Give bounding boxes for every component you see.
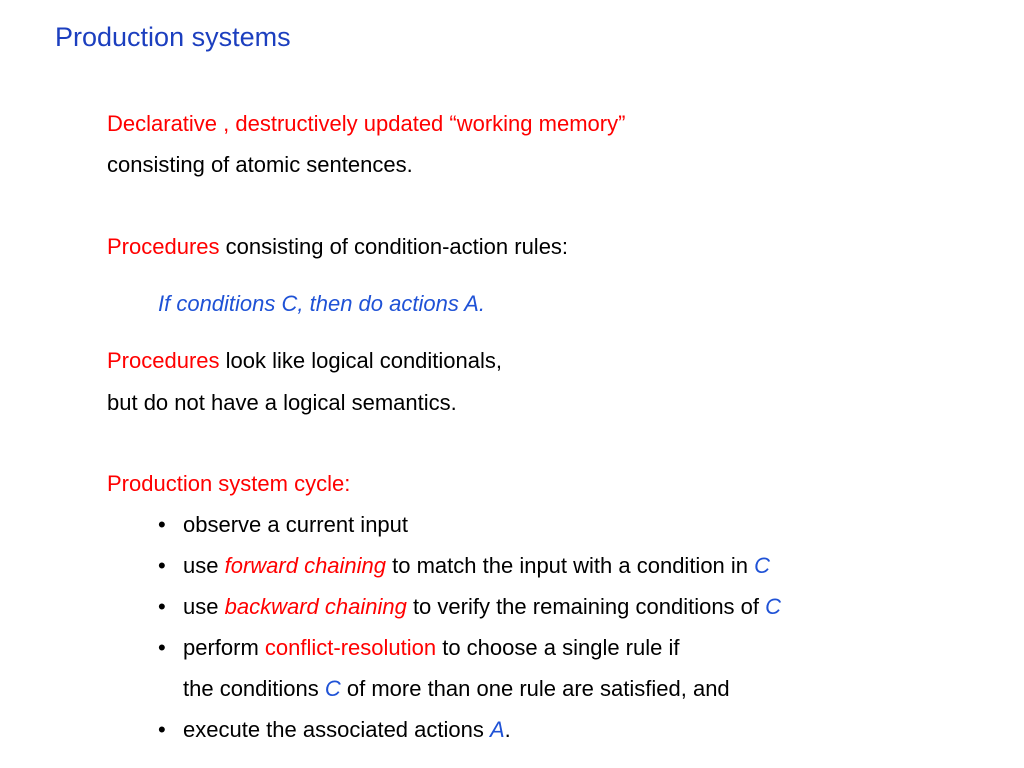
procedures-term: Procedures: [107, 234, 220, 259]
bullet-2-prefix: use: [183, 553, 225, 578]
bullet-4-cont-suffix: of more than one rule are satisfied, and: [340, 676, 730, 701]
slide-title: Production systems: [55, 22, 291, 52]
bullet-marker: •: [158, 594, 166, 619]
forward-chaining-term: forward chaining: [224, 553, 387, 578]
variable-c: C: [754, 553, 771, 578]
bullet-5-prefix: execute the associated actions: [183, 717, 490, 742]
cycle-heading: Production system cycle:: [107, 471, 351, 496]
conditionals-term: Procedures: [107, 348, 220, 373]
variable-a: A: [489, 717, 505, 742]
bullet-marker: •: [158, 512, 166, 537]
conditionals-rest: look like logical conditionals,: [219, 348, 503, 373]
rule-example: If conditions C, then do actions A.: [158, 291, 485, 316]
working-memory-line-1: Declarative , destructively updated “working memory”: [107, 111, 626, 136]
cycle-bullet-4: [183, 634, 679, 662]
conflict-resolution-term: conflict-resolution: [264, 635, 437, 660]
bullet-3-middle: to verify the remaining conditions of: [406, 594, 766, 619]
bullet-2-middle: to match the input with a condition in: [386, 553, 755, 578]
bullet-marker: •: [158, 635, 166, 660]
backward-chaining-term: backward chaining: [224, 594, 407, 619]
bullet-4-cont-prefix: the conditions: [183, 676, 325, 701]
procedures-rest: consisting of condition-action rules:: [219, 234, 569, 259]
conditionals-line-1: [107, 347, 502, 375]
cycle-bullet-4-continuation: [183, 675, 730, 703]
conditionals-line-2: but do not have a logical semantics.: [107, 390, 457, 415]
bullet-marker: •: [158, 717, 166, 742]
procedures-line: [107, 233, 568, 261]
variable-c: C: [324, 676, 341, 701]
working-memory-line-2: consisting of atomic sentences.: [107, 152, 413, 177]
variable-c: C: [765, 594, 782, 619]
bullet-marker: •: [158, 553, 166, 578]
cycle-bullet-2: [183, 552, 770, 580]
bullet-5-suffix: .: [504, 717, 511, 742]
bullet-4-middle: to choose a single rule if: [436, 635, 680, 660]
bullet-3-prefix: use: [183, 594, 225, 619]
bullet-4-prefix: perform: [183, 635, 265, 660]
cycle-bullet-3: [183, 593, 781, 621]
cycle-bullet-1: observe a current input: [183, 512, 409, 537]
cycle-bullet-5: [183, 716, 511, 744]
